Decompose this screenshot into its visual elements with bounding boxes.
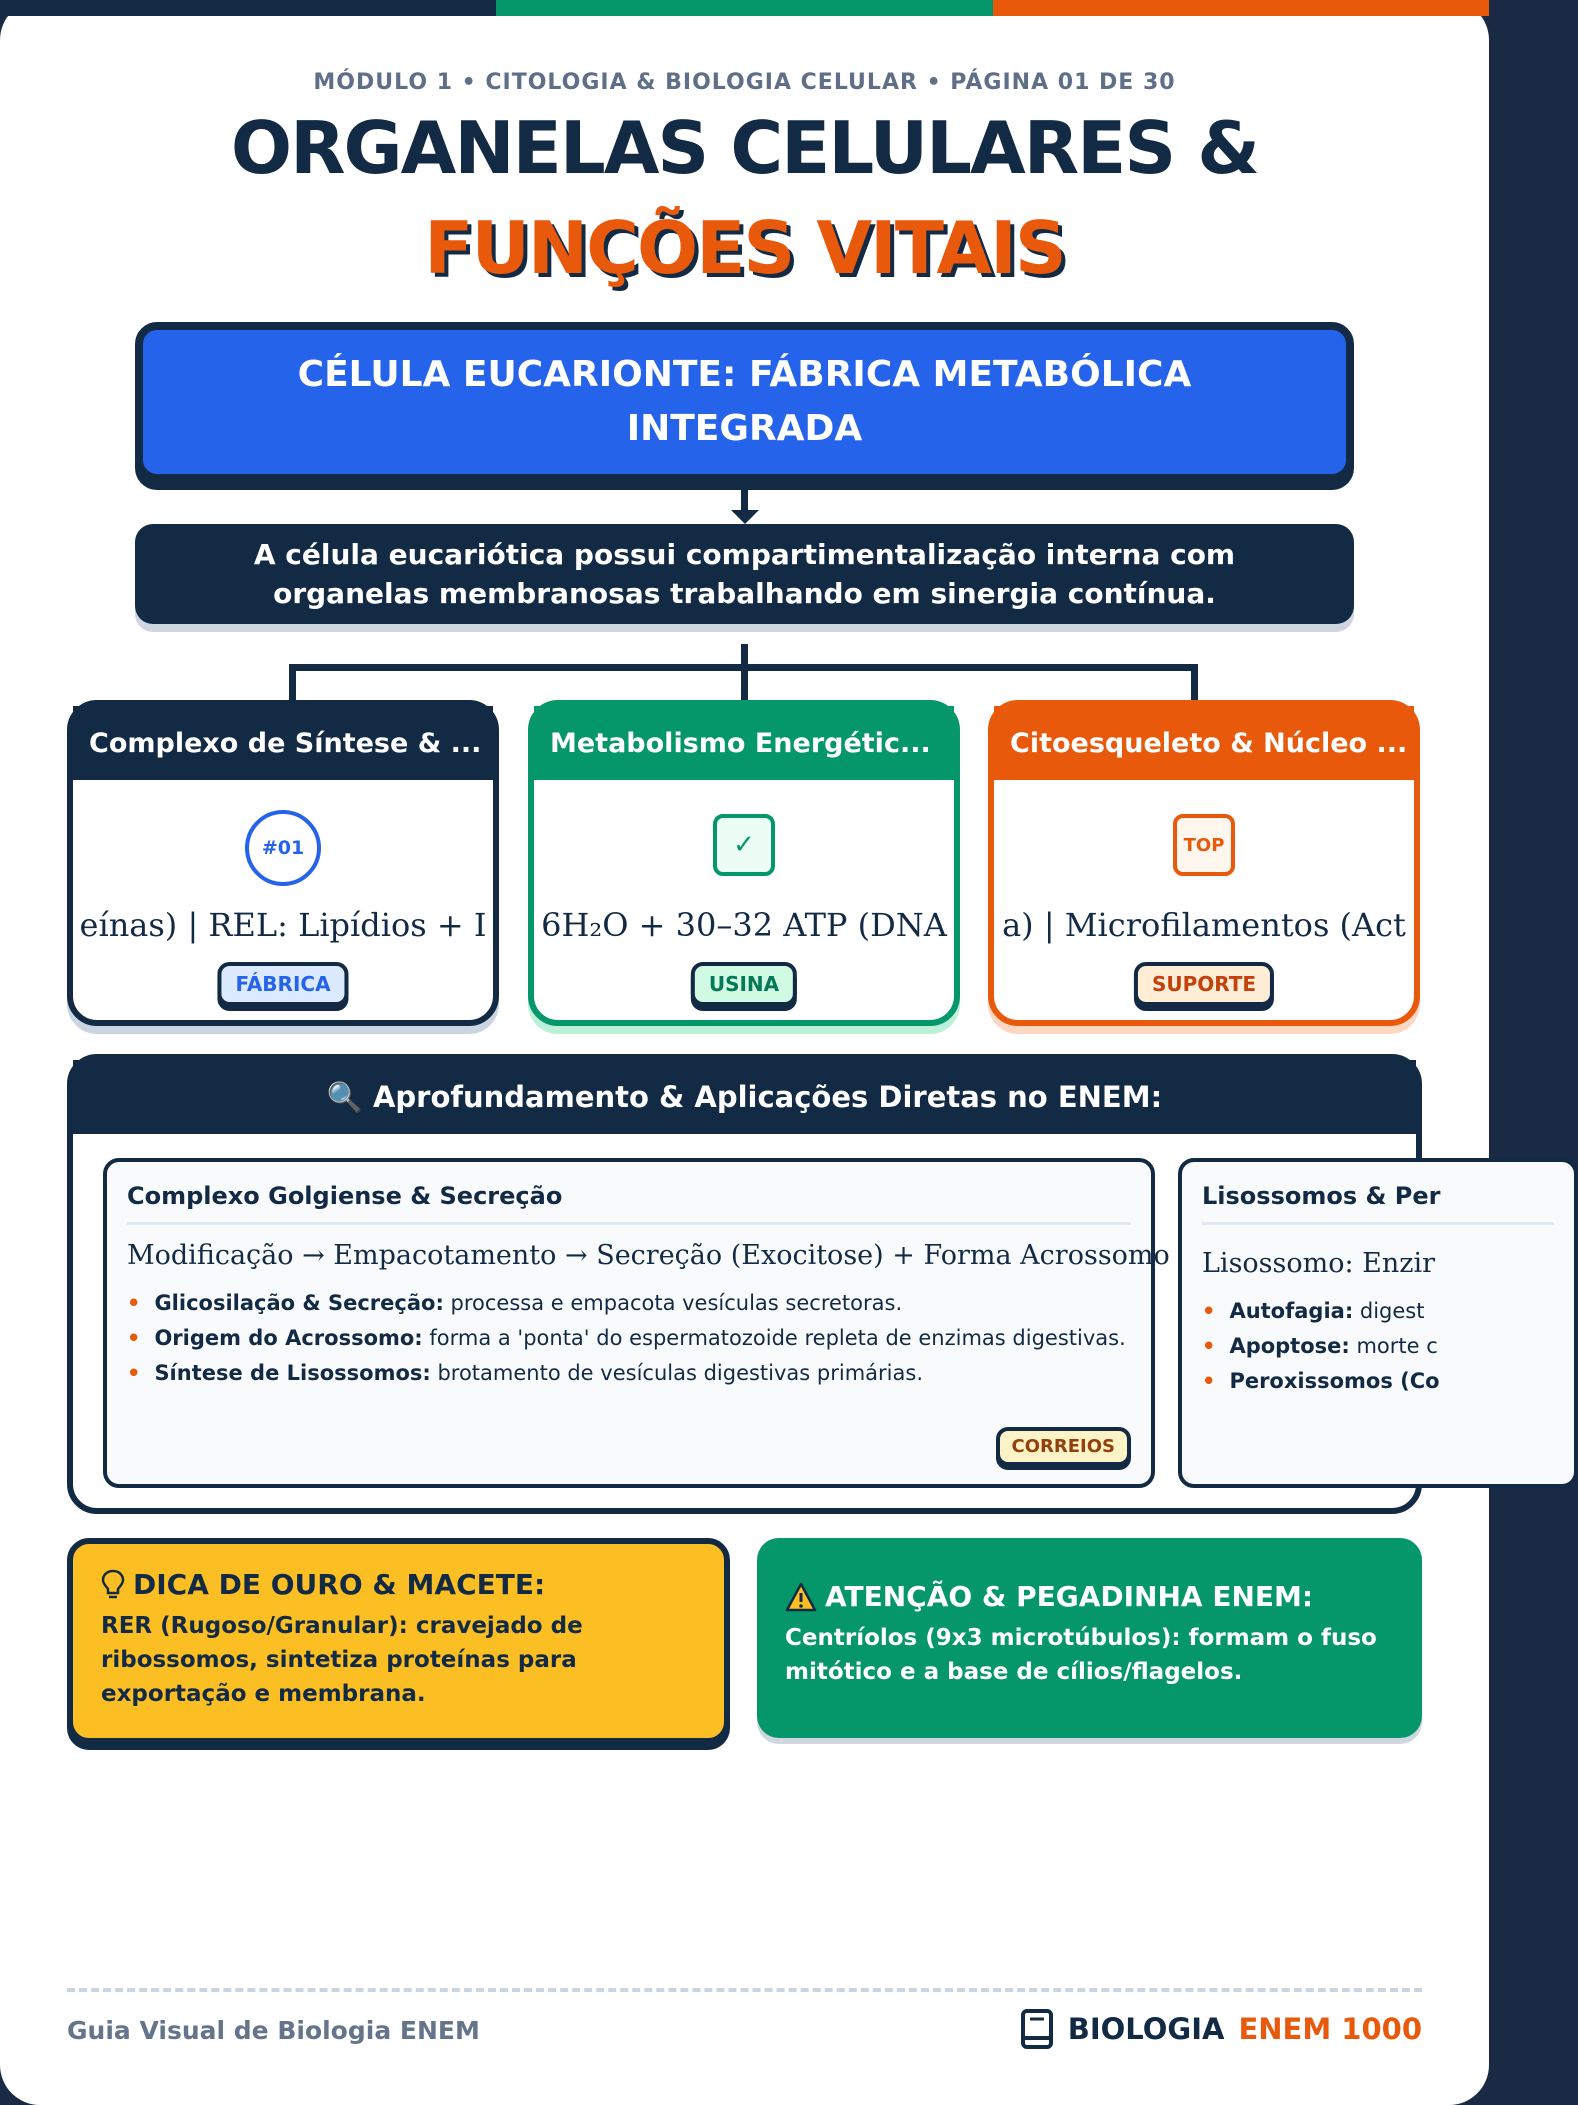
list-item: • Síntese de Lisossomos: brotamento de vesículas digestivas primárias.: [127, 1356, 1126, 1391]
top-icon: TOP: [1173, 814, 1235, 876]
footer-guide-label: Guia Visual de Biologia ENEM: [67, 2016, 480, 2045]
list-item: • Origem do Acrossomo: forma a 'ponta' do espermatozoide repleta de enzimas digestivas.: [127, 1321, 1126, 1356]
list-item: • Apoptose: morte c: [1202, 1329, 1440, 1364]
panel-title: Complexo Golgiense & Secreção: [127, 1182, 1131, 1225]
tree-connector-right: [1191, 664, 1198, 702]
page-title-line2: FUNÇÕES VITAIS: [424, 206, 1065, 290]
tip-title-row: [101, 1568, 696, 1601]
tip-box: [67, 1538, 730, 1744]
card-title: Metabolismo Energétic...: [534, 706, 954, 780]
number-icon: #01: [245, 810, 321, 886]
module-kicker: MÓDULO 1 • CITOLOGIA & BIOLOGIA CELULAR • PÁGINA 01 DE 30: [313, 70, 1176, 95]
card-metabolismo: [528, 700, 960, 1026]
card-formula: 6H₂O + 30–32 ATP (DNA: [541, 906, 947, 944]
panel-lisossomos: [1178, 1158, 1578, 1488]
tree-connector-bar: [289, 664, 1198, 671]
panel-list: [1202, 1294, 1440, 1399]
panel-title: Lisossomos & Per: [1202, 1182, 1554, 1225]
card-formula: a) | Microfilamentos (Act: [1002, 906, 1406, 944]
card-citoesqueleto: [988, 700, 1420, 1026]
panel-formula: Lisossomo: Enzir: [1202, 1248, 1436, 1279]
warning-text: Centríolos (9x3 microtúbulos): formam o fuso mitótico e a base de cílios/flagelos.: [785, 1625, 1377, 1685]
warning-title: ATENÇÃO & PEGADINHA ENEM:: [825, 1580, 1314, 1613]
warning-title-row: [785, 1580, 1394, 1613]
list-item: • Peroxissomos (Co: [1202, 1364, 1440, 1399]
card-badge: USINA: [691, 962, 797, 1006]
card-formula: eínas) | REL: Lipídios + I: [79, 906, 487, 944]
tip-title: DICA DE OURO & MACETE:: [133, 1568, 546, 1601]
book-icon: [1020, 2008, 1054, 2050]
panel-golgi: [103, 1158, 1170, 1488]
page-title-line1: ORGANELAS CELULARES &: [230, 106, 1259, 190]
deep-dive-title: Aprofundamento & Aplicações Diretas no ENEM:: [372, 1080, 1163, 1114]
magnifier-icon: 🔍: [326, 1079, 363, 1114]
card-badge: FÁBRICA: [217, 962, 348, 1006]
panel-badge: CORREIOS: [996, 1427, 1132, 1466]
card-title: Citoesqueleto & Núcleo ...: [994, 706, 1414, 780]
list-item: • Autofagia: digest: [1202, 1294, 1440, 1329]
arrow-down-icon: [731, 510, 759, 524]
tree-connector-left: [289, 664, 296, 702]
lightbulb-icon: [101, 1569, 125, 1601]
panel-list: [127, 1286, 1126, 1391]
summary-box: A célula eucariótica possui compartimentalização interna com organelas membranosas trabalhando em sinergia contínua.: [135, 524, 1354, 624]
panel-formula: Modificação → Empacotamento → Secreção (Exocitose) + Forma Acrossomo: [127, 1240, 1170, 1271]
list-item: • Glicosilação & Secreção: processa e empacota vesículas secretoras.: [127, 1286, 1126, 1321]
footer-divider: [67, 1988, 1422, 1992]
warning-icon: [785, 1582, 817, 1612]
card-title: Complexo de Síntese & ...: [73, 706, 493, 780]
arrow-connector: [741, 482, 748, 512]
card-badge: SUPORTE: [1134, 962, 1274, 1006]
deep-dive-section: [67, 1054, 1441, 1514]
deep-dive-header: [73, 1060, 1416, 1134]
brand-secondary: ENEM 1000: [1238, 2012, 1422, 2046]
tip-text: RER (Rugoso/Granular): cravejado de ribossomos, sintetiza proteínas para exportação e membrana.: [101, 1613, 583, 1707]
card-sintese: [67, 700, 499, 1026]
check-icon: ✓: [713, 814, 775, 876]
brand-primary: BIOLOGIA: [1067, 2012, 1225, 2046]
warning-box: [757, 1538, 1422, 1738]
top-color-bar: [0, 0, 1489, 16]
tree-connector-stem: [741, 644, 748, 702]
footer-brand: [1020, 2008, 1422, 2050]
hero-banner: CÉLULA EUCARIONTE: FÁBRICA METABÓLICA INTEGRADA: [135, 322, 1354, 482]
